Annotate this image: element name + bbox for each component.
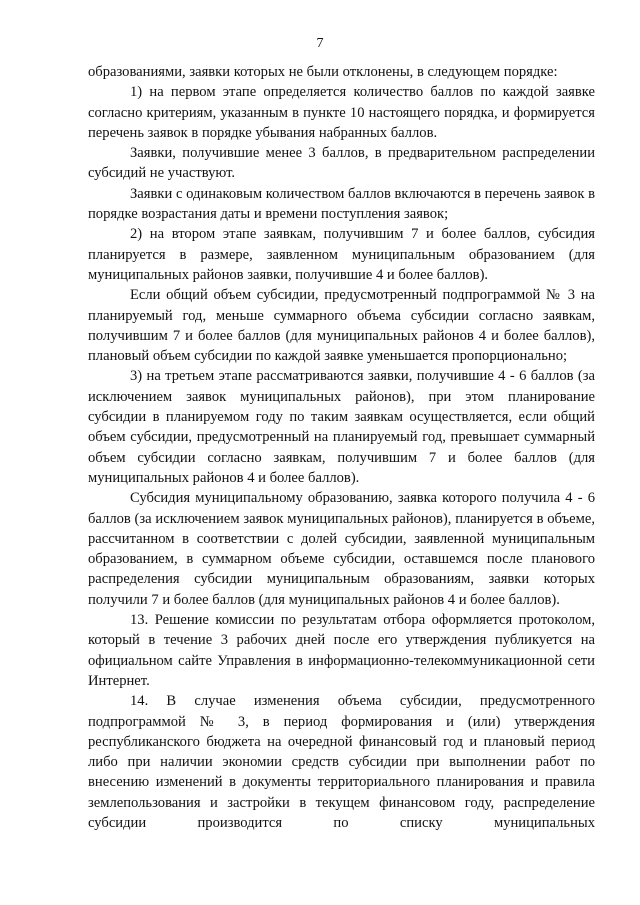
page-number: 7 xyxy=(316,36,324,51)
paragraph: Заявки, получившие менее 3 баллов, в предварительном распределении субсидий не участвуют. xyxy=(88,145,595,182)
paragraph: 2) на втором этапе заявкам, получившим 7 и более баллов, субсидия планируется в размере, заявленном муниципальным образованием (для муниципальных районов заявки, получившие 4 и более баллов). xyxy=(88,226,595,283)
paragraph: Субсидия муниципальному образованию, заявка которого получила 4 - 6 баллов (за исключением заявок муниципальных районов), планируется в объеме, рассчитанном в соответствии с долей субсидии, заявленной муниципальным образованием, в суммарном объеме субсидии, оставшемся после планового распределения субсидии муниципальным образованиям, заявки которых получили 7 и более баллов (для муниципальных районов 4 и более баллов). xyxy=(88,490,595,608)
document-body xyxy=(88,62,595,833)
paragraph: 3) на третьем этапе рассматриваются заявки, получившие 4 - 6 баллов (за исключением заявок муниципальных районов), при этом планирование субсидии в планируемом году по таким заявкам осуществляется, если общий объем субсидии, предусмотренный на планируемый год, превышает суммарный объем субсидии согласно заявкам, получившим 7 и более баллов (для муниципальных районов 4 и более баллов). xyxy=(88,368,595,486)
paragraph: 13. Решение комиссии по результатам отбора оформляется протоколом, который в течение 3 рабочих дней после его утверждения публикуется на официальном сайте Управления в информационно-телекоммуникационной сети Интернет. xyxy=(88,612,595,689)
paragraph: Если общий объем субсидии, предусмотренный подпрограммой № 3 на планируемый год, меньше суммарного объема субсидии согласно заявкам, получившим 7 и более баллов (для муниципальных районов 4 и более баллов), плановый объем субсидии по каждой заявке уменьшается пропорционально; xyxy=(88,287,595,365)
paragraph: 1) на первом этапе определяется количество баллов по каждой заявке согласно критериям, указанным в пункте 10 настоящего порядка, и формируется перечень заявок в порядке убывания набранных баллов. xyxy=(88,84,595,141)
paragraph: образованиями, заявки которых не были отклонены, в следующем порядке: xyxy=(88,64,558,80)
paragraph: 14. В случае изменения объема субсидии, предусмотренного подпрограммой № 3, в период формирования и (или) утверждения республиканского бюджета на очередной финансовый год и плановый период либо при наличии экономии средств субсидии при выполнении работ по внесению изменений в документы территориального планирования и правила землепользования и застройки в текущем финансовом году, распределение субсидии производится по списку муниципальных xyxy=(88,693,595,831)
paragraph: Заявки с одинаковым количеством баллов включаются в перечень заявок в порядке возрастания даты и времени поступления заявок; xyxy=(88,185,595,223)
